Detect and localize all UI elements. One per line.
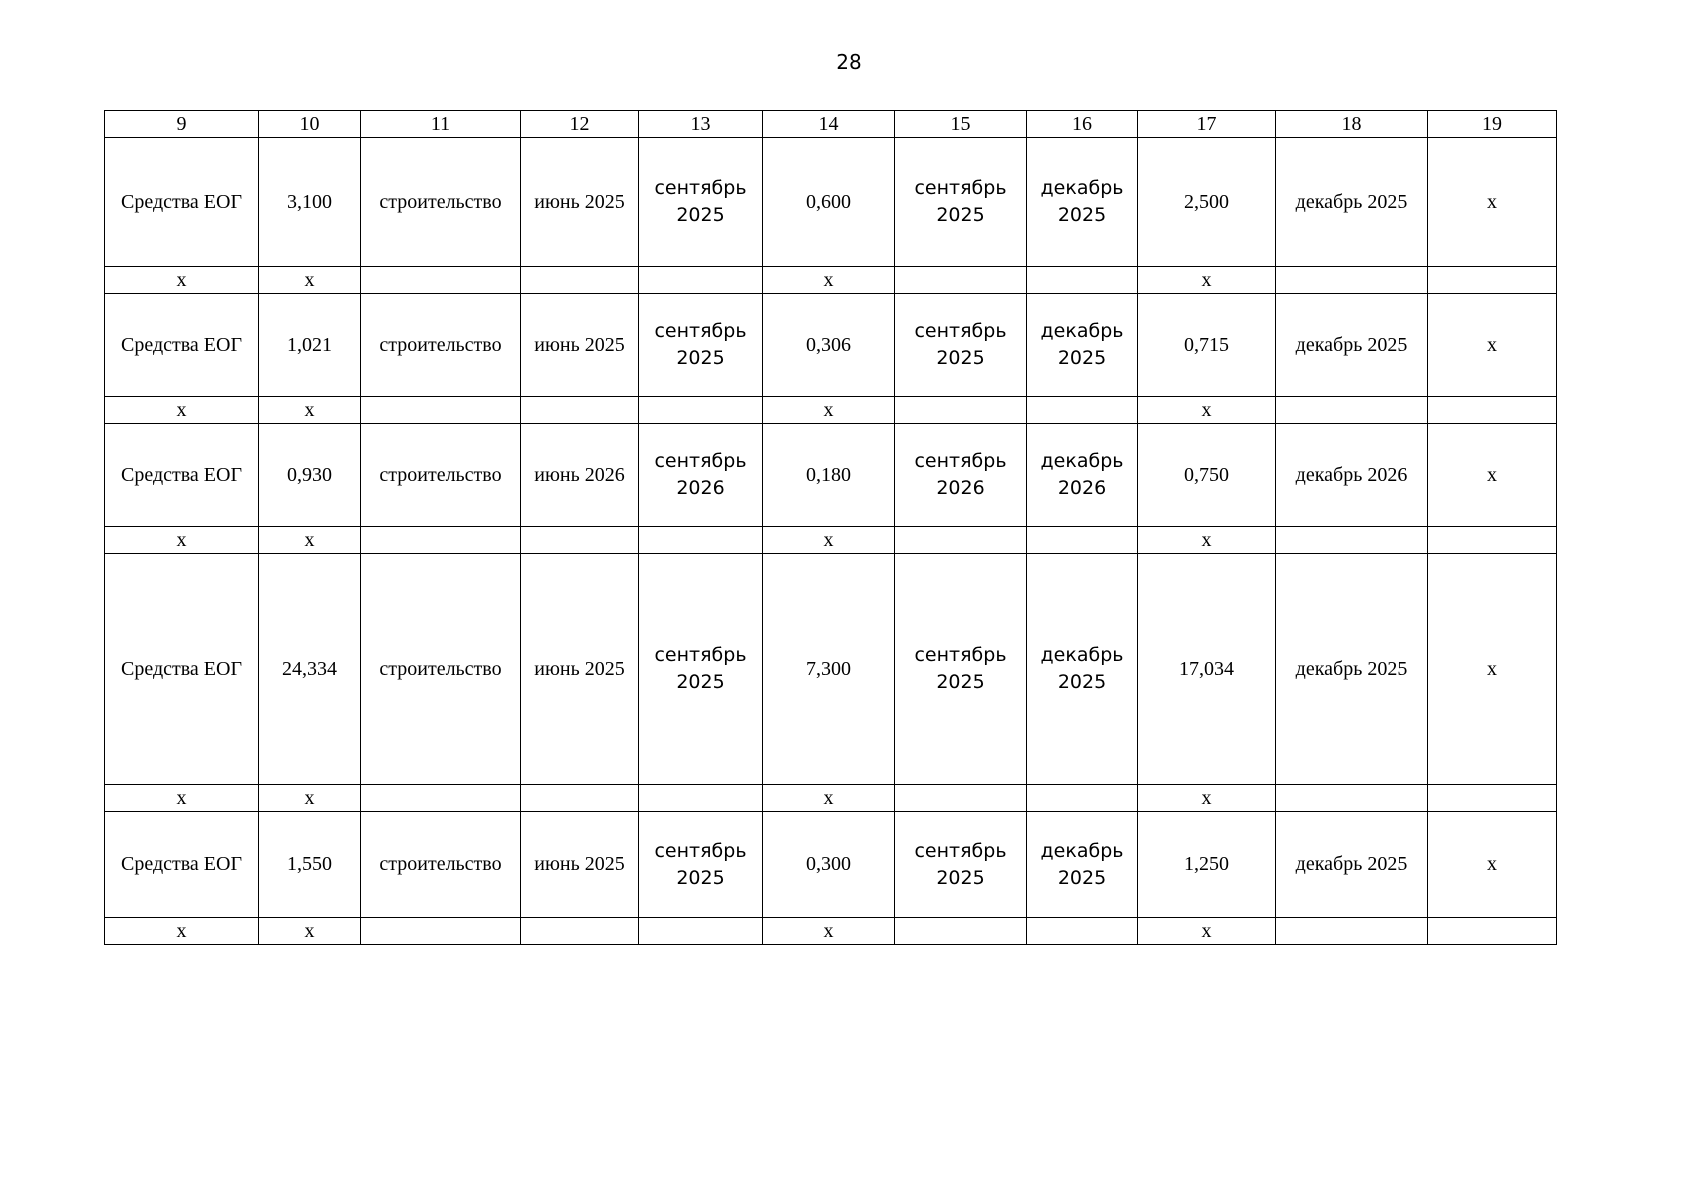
marker-cell: х [763,527,895,554]
col19-cell: х [1428,554,1557,785]
stage2-start-cell: сентябрь 2025 [895,812,1027,918]
col19-cell: х [1428,812,1557,918]
start-date-cell: июнь 2025 [521,812,639,918]
marker-cell: х [259,397,361,424]
marker-row [105,397,1557,424]
marker-cell [639,267,763,294]
marker-cell [1027,397,1138,424]
marker-cell [895,397,1027,424]
marker-cell [895,918,1027,945]
marker-cell [1428,267,1557,294]
stage1-amount-cell: 7,300 [763,554,895,785]
marker-row [105,785,1557,812]
marker-cell [521,785,639,812]
marker-cell: х [259,918,361,945]
stage1-end-cell: сентябрь 2025 [639,138,763,267]
stage1-amount-cell: 0,180 [763,424,895,527]
marker-cell: х [259,267,361,294]
column-number-cell: 15 [895,111,1027,138]
column-number-cell: 13 [639,111,763,138]
stage2-start-cell: сентябрь 2026 [895,424,1027,527]
column-number-cell: 12 [521,111,639,138]
marker-cell [1027,527,1138,554]
marker-cell: х [105,918,259,945]
stage2-end-cell: декабрь 2025 [1027,812,1138,918]
start-date-cell: июнь 2025 [521,138,639,267]
stage2-start-cell: сентябрь 2025 [895,138,1027,267]
stage2-amount-cell: 17,034 [1138,554,1276,785]
source-cell: Средства ЕОГ [105,554,259,785]
marker-cell [639,785,763,812]
marker-cell [895,527,1027,554]
column-number-cell: 10 [259,111,361,138]
stage2-start-cell: сентябрь 2025 [895,294,1027,397]
marker-cell [639,918,763,945]
marker-cell: х [1138,918,1276,945]
marker-row [105,267,1557,294]
marker-cell: х [1138,397,1276,424]
table-row [105,138,1557,267]
source-cell: Средства ЕОГ [105,294,259,397]
start-date-cell: июнь 2026 [521,424,639,527]
marker-cell [639,527,763,554]
marker-cell [1428,785,1557,812]
finish-date-cell: декабрь 2026 [1276,424,1428,527]
marker-cell [361,527,521,554]
marker-cell [1276,527,1428,554]
marker-cell: х [259,527,361,554]
marker-cell [1276,267,1428,294]
marker-cell: х [763,267,895,294]
marker-cell [1027,785,1138,812]
finish-date-cell: декабрь 2025 [1276,294,1428,397]
marker-cell: х [763,918,895,945]
page-number: 28 [836,50,862,74]
marker-row [105,918,1557,945]
total-amount-cell: 3,100 [259,138,361,267]
stage1-amount-cell: 0,306 [763,294,895,397]
marker-cell: х [1138,267,1276,294]
marker-cell: х [105,527,259,554]
table-row [105,294,1557,397]
finish-date-cell: декабрь 2025 [1276,812,1428,918]
total-amount-cell: 1,021 [259,294,361,397]
marker-cell [521,267,639,294]
marker-cell: х [763,397,895,424]
work-type-cell: строительство [361,424,521,527]
col19-cell: х [1428,294,1557,397]
column-number-cell: 9 [105,111,259,138]
marker-cell [1276,785,1428,812]
marker-cell [1428,397,1557,424]
total-amount-cell: 1,550 [259,812,361,918]
col19-cell: х [1428,138,1557,267]
stage2-end-cell: декабрь 2025 [1027,554,1138,785]
marker-cell [361,785,521,812]
source-cell: Средства ЕОГ [105,812,259,918]
table-row [105,424,1557,527]
source-cell: Средства ЕОГ [105,424,259,527]
stage2-amount-cell: 1,250 [1138,812,1276,918]
work-type-cell: строительство [361,554,521,785]
stage1-amount-cell: 0,300 [763,812,895,918]
marker-cell [521,918,639,945]
stage2-end-cell: декабрь 2025 [1027,294,1138,397]
finish-date-cell: декабрь 2025 [1276,138,1428,267]
column-number-cell: 18 [1276,111,1428,138]
marker-cell: х [259,785,361,812]
work-type-cell: строительство [361,812,521,918]
column-number-cell: 16 [1027,111,1138,138]
total-amount-cell: 24,334 [259,554,361,785]
marker-cell [521,397,639,424]
stage1-end-cell: сентябрь 2025 [639,554,763,785]
stage2-end-cell: декабрь 2026 [1027,424,1138,527]
marker-row [105,527,1557,554]
marker-cell [1276,397,1428,424]
column-number-cell: 19 [1428,111,1557,138]
stage2-start-cell: сентябрь 2025 [895,554,1027,785]
marker-cell: х [105,267,259,294]
marker-cell: х [1138,785,1276,812]
marker-cell [1428,918,1557,945]
work-type-cell: строительство [361,138,521,267]
marker-cell [361,397,521,424]
stage2-amount-cell: 0,750 [1138,424,1276,527]
column-number-cell: 11 [361,111,521,138]
col19-cell: х [1428,424,1557,527]
finish-date-cell: декабрь 2025 [1276,554,1428,785]
column-number-cell: 17 [1138,111,1276,138]
total-amount-cell: 0,930 [259,424,361,527]
marker-cell: х [105,397,259,424]
marker-cell [639,397,763,424]
work-type-cell: строительство [361,294,521,397]
marker-cell [1276,918,1428,945]
data-table [104,110,1557,945]
table-header-row [105,111,1557,138]
marker-cell [1428,527,1557,554]
stage1-end-cell: сентябрь 2026 [639,424,763,527]
marker-cell: х [1138,527,1276,554]
stage2-amount-cell: 2,500 [1138,138,1276,267]
marker-cell: х [763,785,895,812]
marker-cell [1027,918,1138,945]
stage2-amount-cell: 0,715 [1138,294,1276,397]
marker-cell [1027,267,1138,294]
stage2-end-cell: декабрь 2025 [1027,138,1138,267]
marker-cell [895,267,1027,294]
marker-cell [895,785,1027,812]
marker-cell: х [105,785,259,812]
marker-cell [361,267,521,294]
stage1-end-cell: сентябрь 2025 [639,294,763,397]
column-number-cell: 14 [763,111,895,138]
marker-cell [361,918,521,945]
start-date-cell: июнь 2025 [521,554,639,785]
stage1-amount-cell: 0,600 [763,138,895,267]
marker-cell [521,527,639,554]
table-row [105,812,1557,918]
source-cell: Средства ЕОГ [105,138,259,267]
table-row [105,554,1557,785]
stage1-end-cell: сентябрь 2025 [639,812,763,918]
start-date-cell: июнь 2025 [521,294,639,397]
